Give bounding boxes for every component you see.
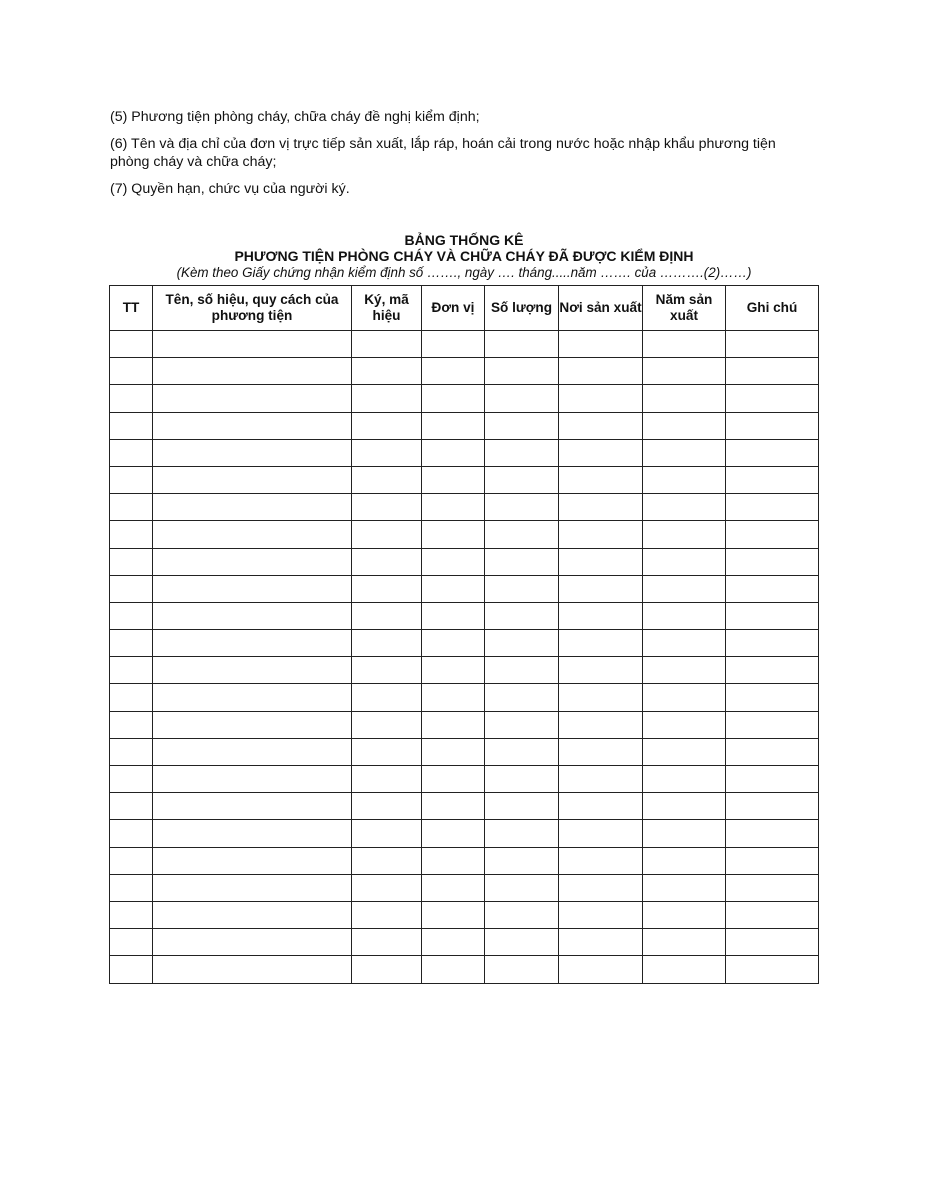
table-cell: [153, 575, 352, 602]
table-row: [110, 575, 819, 602]
table-cell: [485, 630, 559, 657]
table-cell: [110, 929, 153, 956]
table-cell: [110, 901, 153, 928]
table-cell: [110, 521, 153, 548]
table-cell: [110, 820, 153, 847]
table-cell: [559, 466, 643, 493]
table-cell: [352, 602, 422, 629]
table-cell: [726, 929, 819, 956]
table-cell: [485, 793, 559, 820]
table-cell: [110, 630, 153, 657]
table-cell: [559, 575, 643, 602]
table-cell: [110, 657, 153, 684]
table-cell: [110, 602, 153, 629]
table-cell: [422, 466, 485, 493]
table-cell: [110, 793, 153, 820]
table-row: [110, 630, 819, 657]
table-cell: [352, 901, 422, 928]
table-cell: [726, 602, 819, 629]
table-cell: [559, 494, 643, 521]
table-cell: [559, 901, 643, 928]
table-cell: [643, 657, 726, 684]
table-cell: [559, 657, 643, 684]
table-cell: [153, 439, 352, 466]
table-cell: [352, 494, 422, 521]
table-cell: [110, 358, 153, 385]
table-cell: [726, 412, 819, 439]
table-cell: [485, 766, 559, 793]
table-cell: [422, 331, 485, 358]
table-cell: [153, 602, 352, 629]
table-cell: [643, 575, 726, 602]
table-cell: [352, 766, 422, 793]
table-cell: [352, 358, 422, 385]
table-cell: [643, 358, 726, 385]
table-cell: [559, 929, 643, 956]
table-cell: [643, 466, 726, 493]
table-cell: [153, 412, 352, 439]
table-cell: [485, 820, 559, 847]
table-cell: [559, 820, 643, 847]
table-cell: [352, 412, 422, 439]
header-origin: Nơi sản xuất: [559, 286, 643, 331]
table-cell: [726, 385, 819, 412]
table-cell: [643, 412, 726, 439]
table-cell: [110, 738, 153, 765]
table-cell: [643, 331, 726, 358]
note-7: (7) Quyền hạn, chức vụ của người ký.: [110, 181, 350, 197]
table-cell: [726, 956, 819, 983]
table-cell: [352, 548, 422, 575]
table-cell: [485, 684, 559, 711]
table-cell: [726, 738, 819, 765]
table-cell: [422, 711, 485, 738]
table-cell: [153, 331, 352, 358]
table-cell: [643, 956, 726, 983]
table-cell: [110, 331, 153, 358]
table-cell: [153, 929, 352, 956]
table-cell: [422, 602, 485, 629]
table-cell: [726, 494, 819, 521]
table-cell: [559, 358, 643, 385]
table-cell: [153, 766, 352, 793]
table-subtitle-reference: (Kèm theo Giấy chứng nhận kiểm định số ……., ngày …. tháng.....năm ……. của ……….(2)……): [176, 265, 752, 280]
table-cell: [559, 548, 643, 575]
table-cell: [153, 847, 352, 874]
notes-section: [110, 108, 810, 207]
table-cell: [352, 439, 422, 466]
table-cell: [485, 711, 559, 738]
table-cell: [643, 738, 726, 765]
table-row: [110, 793, 819, 820]
table-cell: [352, 793, 422, 820]
table-row: [110, 521, 819, 548]
table-row: [110, 548, 819, 575]
table-row: [110, 466, 819, 493]
table-cell: [726, 358, 819, 385]
table-cell: [352, 466, 422, 493]
table-cell: [352, 847, 422, 874]
table-cell: [352, 630, 422, 657]
table-cell: [559, 793, 643, 820]
table-cell: [559, 711, 643, 738]
table-cell: [643, 684, 726, 711]
table-cell: [110, 874, 153, 901]
table-cell: [485, 657, 559, 684]
table-cell: [153, 657, 352, 684]
table-cell: [643, 711, 726, 738]
table-cell: [559, 602, 643, 629]
table-cell: [153, 956, 352, 983]
table-cell: [726, 439, 819, 466]
table-cell: [153, 630, 352, 657]
table-cell: [485, 412, 559, 439]
table-cell: [559, 766, 643, 793]
table-cell: [153, 466, 352, 493]
table-body: [110, 331, 819, 984]
table-cell: [153, 820, 352, 847]
table-cell: [726, 657, 819, 684]
table-cell: [422, 793, 485, 820]
note-5: (5) Phương tiện phòng cháy, chữa cháy đề nghị kiểm định;: [110, 109, 480, 125]
table-cell: [352, 711, 422, 738]
table-cell: [643, 793, 726, 820]
table-cell: [726, 766, 819, 793]
table-cell: [643, 847, 726, 874]
table-row: [110, 738, 819, 765]
table-cell: [153, 684, 352, 711]
table-cell: [559, 439, 643, 466]
table-cell: [643, 521, 726, 548]
table-cell: [422, 385, 485, 412]
table-cell: [422, 738, 485, 765]
table-row: [110, 385, 819, 412]
header-tt: TT: [110, 286, 153, 331]
table-cell: [352, 657, 422, 684]
table-cell: [643, 630, 726, 657]
table-cell: [352, 521, 422, 548]
table-cell: [352, 820, 422, 847]
table-cell: [110, 494, 153, 521]
table-row: [110, 956, 819, 983]
table-cell: [726, 820, 819, 847]
table-cell: [726, 874, 819, 901]
table-row: [110, 684, 819, 711]
table-cell: [485, 494, 559, 521]
table-cell: [153, 385, 352, 412]
table-cell: [352, 738, 422, 765]
table-cell: [352, 929, 422, 956]
table-cell: [110, 766, 153, 793]
table-cell: [422, 412, 485, 439]
table-cell: [643, 929, 726, 956]
table-cell: [422, 548, 485, 575]
table-cell: [559, 956, 643, 983]
table-cell: [726, 711, 819, 738]
table-cell: [153, 494, 352, 521]
table-cell: [153, 358, 352, 385]
table-cell: [153, 793, 352, 820]
table-cell: [643, 385, 726, 412]
table-cell: [726, 901, 819, 928]
table-cell: [352, 956, 422, 983]
table-cell: [726, 575, 819, 602]
table-cell: [559, 874, 643, 901]
table-cell: [559, 521, 643, 548]
table-cell: [559, 385, 643, 412]
table-cell: [422, 657, 485, 684]
note-6: (6) Tên và địa chỉ của đơn vị trực tiếp sản xuất, lắp ráp, hoán cải trong nước hoặc nhập khẩu phương tiện phòng cháy và chữa cháy;: [110, 136, 776, 170]
header-notes: Ghi chú: [726, 286, 819, 331]
table-cell: [422, 820, 485, 847]
table-cell: [110, 684, 153, 711]
table-cell: [643, 602, 726, 629]
table-row: [110, 874, 819, 901]
header-year: Năm sản xuất: [643, 286, 726, 331]
table-cell: [485, 901, 559, 928]
table-cell: [485, 575, 559, 602]
table-cell: [422, 956, 485, 983]
table-cell: [559, 331, 643, 358]
table-cell: [559, 684, 643, 711]
table-cell: [352, 575, 422, 602]
table-subtitle-main: PHƯƠNG TIỆN PHÒNG CHÁY VÀ CHỮA CHÁY ĐÃ ĐƯỢC KIỂM ĐỊNH: [234, 248, 694, 264]
table-row: [110, 820, 819, 847]
header-unit: Đơn vị: [422, 286, 485, 331]
table-cell: [422, 630, 485, 657]
table-title: BẢNG THỐNG KÊ: [404, 232, 524, 248]
table-cell: [153, 738, 352, 765]
table-cell: [110, 847, 153, 874]
table-row: [110, 439, 819, 466]
table-row: [110, 929, 819, 956]
table-cell: [153, 874, 352, 901]
table-cell: [352, 331, 422, 358]
table-cell: [110, 466, 153, 493]
table-cell: [559, 738, 643, 765]
table-cell: [153, 901, 352, 928]
table-cell: [559, 630, 643, 657]
table-cell: [422, 521, 485, 548]
table-row: [110, 847, 819, 874]
table-cell: [422, 358, 485, 385]
table-cell: [422, 439, 485, 466]
table-cell: [352, 684, 422, 711]
table-cell: [110, 412, 153, 439]
table-cell: [726, 847, 819, 874]
table-cell: [485, 385, 559, 412]
table-cell: [643, 494, 726, 521]
table-cell: [726, 630, 819, 657]
table-cell: [153, 548, 352, 575]
table-cell: [422, 847, 485, 874]
header-name: Tên, số hiệu, quy cách của phương tiện: [153, 286, 352, 331]
table-cell: [726, 521, 819, 548]
table-cell: [643, 766, 726, 793]
table-cell: [726, 331, 819, 358]
table-row: [110, 494, 819, 521]
table-cell: [485, 847, 559, 874]
table-cell: [485, 358, 559, 385]
table-row: [110, 412, 819, 439]
table-cell: [559, 847, 643, 874]
table-cell: [643, 901, 726, 928]
table-row: [110, 766, 819, 793]
table-cell: [485, 331, 559, 358]
table-cell: [153, 711, 352, 738]
table-cell: [485, 956, 559, 983]
table-row: [110, 358, 819, 385]
table-cell: [422, 575, 485, 602]
table-cell: [726, 466, 819, 493]
table-cell: [110, 575, 153, 602]
table-header-row: [110, 286, 819, 331]
table-cell: [643, 548, 726, 575]
table-cell: [643, 439, 726, 466]
table-cell: [422, 766, 485, 793]
table-cell: [422, 901, 485, 928]
table-cell: [422, 874, 485, 901]
table-cell: [422, 929, 485, 956]
table-row: [110, 657, 819, 684]
table-cell: [485, 929, 559, 956]
table-cell: [643, 874, 726, 901]
table-cell: [422, 684, 485, 711]
table-cell: [110, 439, 153, 466]
table-row: [110, 602, 819, 629]
table-cell: [726, 548, 819, 575]
table-cell: [110, 385, 153, 412]
table-cell: [726, 793, 819, 820]
table-cell: [485, 602, 559, 629]
table-cell: [153, 521, 352, 548]
header-code: Ký, mã hiệu: [352, 286, 422, 331]
table-cell: [485, 548, 559, 575]
table-row: [110, 331, 819, 358]
table-cell: [110, 711, 153, 738]
table-cell: [485, 521, 559, 548]
table-cell: [352, 385, 422, 412]
table-cell: [422, 494, 485, 521]
table-cell: [559, 412, 643, 439]
table-cell: [726, 684, 819, 711]
table-row: [110, 711, 819, 738]
table-title-block: [110, 232, 818, 281]
table-cell: [352, 874, 422, 901]
table-cell: [110, 956, 153, 983]
header-quantity: Số lượng: [485, 286, 559, 331]
table-cell: [485, 738, 559, 765]
table-cell: [485, 466, 559, 493]
table-cell: [110, 548, 153, 575]
table-cell: [643, 820, 726, 847]
table-cell: [485, 874, 559, 901]
table-cell: [485, 439, 559, 466]
table-row: [110, 901, 819, 928]
statistics-table: [109, 285, 819, 984]
